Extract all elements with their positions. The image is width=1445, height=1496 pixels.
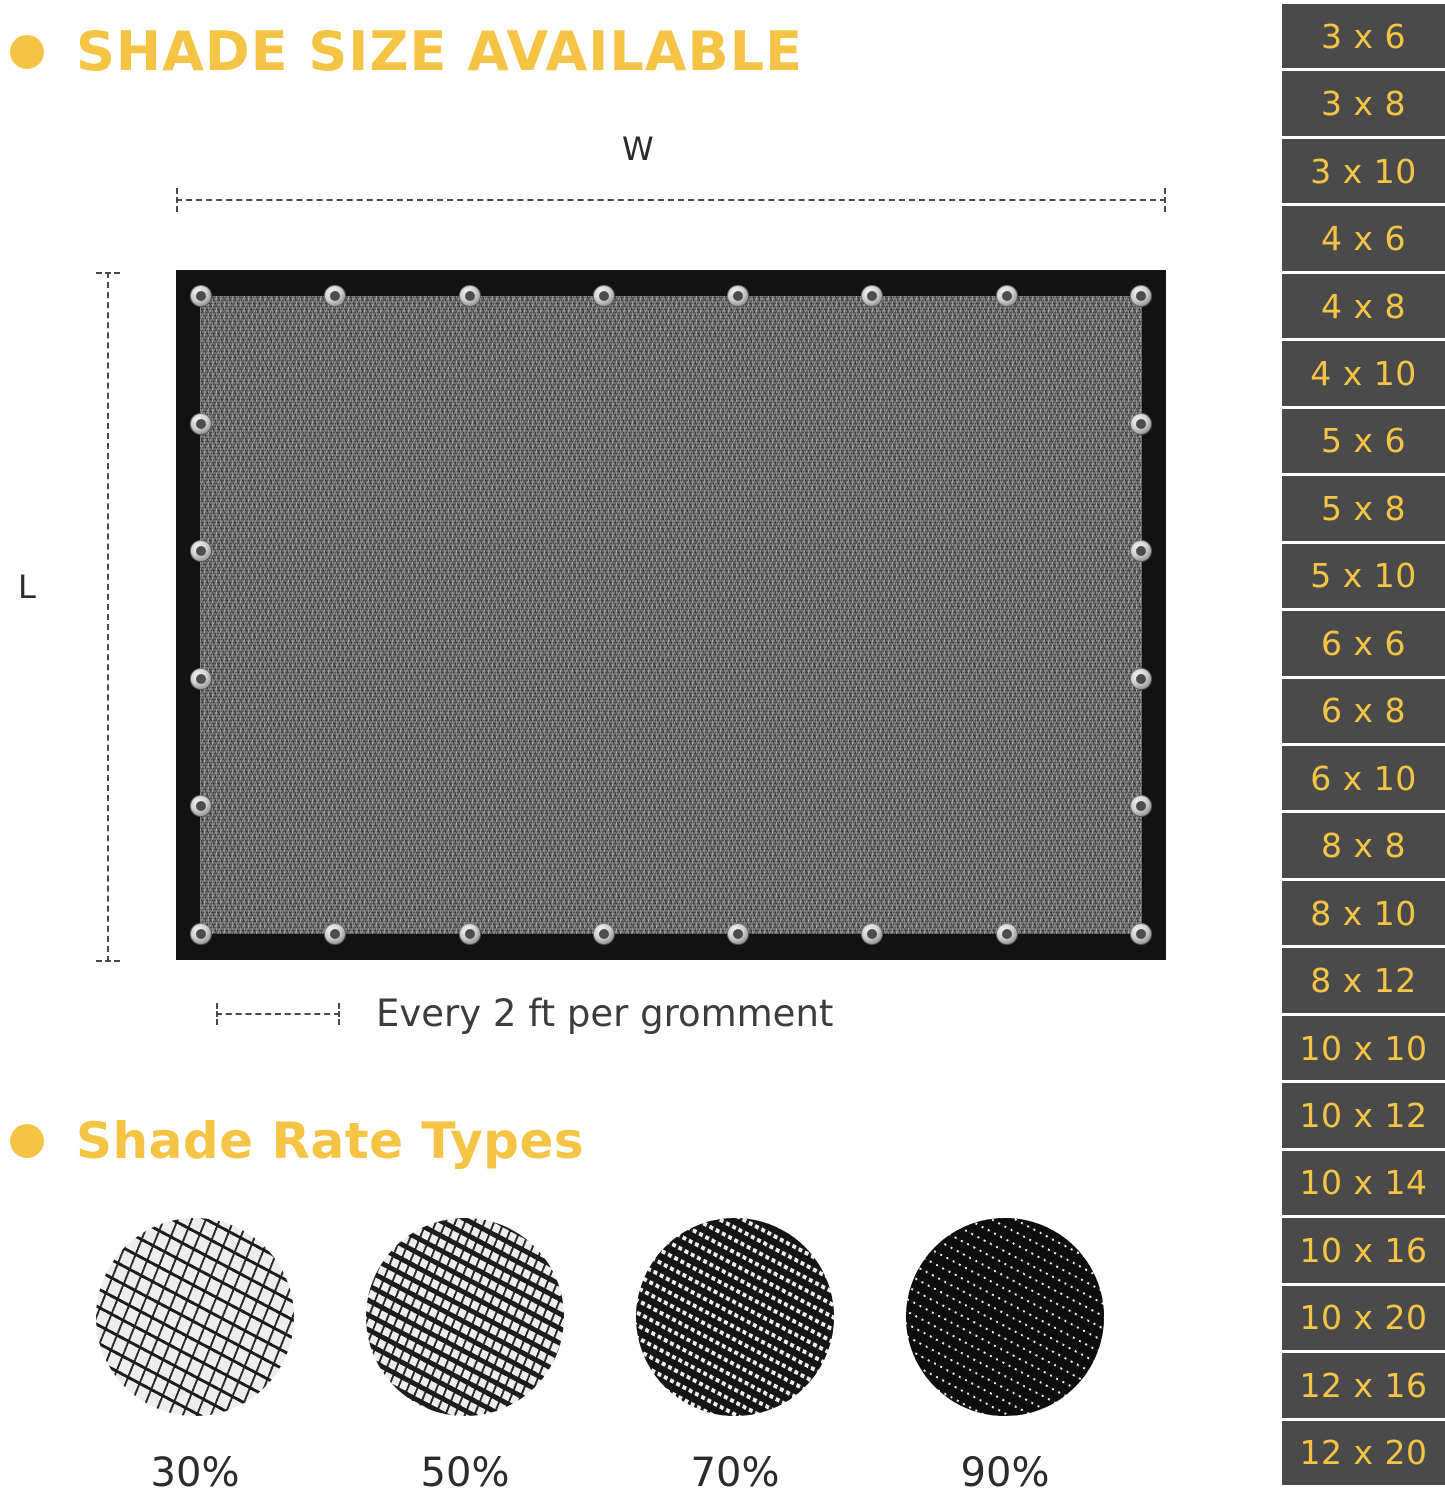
size-chip: 4 x 10 <box>1282 341 1445 405</box>
shade-cloth-illustration <box>176 270 1166 960</box>
shade-rate-swatch-70 <box>636 1218 834 1416</box>
size-chip: 8 x 10 <box>1282 881 1445 945</box>
size-chip: 10 x 14 <box>1282 1151 1445 1215</box>
grommet <box>1130 795 1152 817</box>
grommet <box>459 285 481 307</box>
shade-rate-label: 30% <box>150 1450 240 1496</box>
grommet <box>1130 668 1152 690</box>
size-chip: 10 x 10 <box>1282 1016 1445 1080</box>
size-chip: 12 x 16 <box>1282 1353 1445 1417</box>
grommet <box>593 285 615 307</box>
width-dimension-cap-right <box>1164 188 1166 212</box>
length-dimension-rule <box>107 272 109 962</box>
grommet <box>727 923 749 945</box>
bullet-dot-icon <box>10 35 44 69</box>
grommet <box>190 668 212 690</box>
size-chip: 10 x 20 <box>1282 1286 1445 1350</box>
size-chip: 6 x 10 <box>1282 746 1445 810</box>
size-chip: 5 x 10 <box>1282 544 1445 608</box>
grommet <box>459 923 481 945</box>
size-chip: 10 x 16 <box>1282 1218 1445 1282</box>
shade-rate-swatch-90 <box>906 1218 1104 1416</box>
shade-rate-item <box>600 1218 870 1496</box>
section-heading-shade-rate-label: Shade Rate Types <box>76 1112 585 1170</box>
size-chip: 5 x 6 <box>1282 409 1445 473</box>
grommet <box>593 923 615 945</box>
mesh-texture <box>636 1218 834 1416</box>
size-chip: 8 x 12 <box>1282 948 1445 1012</box>
mesh-texture <box>906 1218 1104 1416</box>
size-chip: 10 x 12 <box>1282 1083 1445 1147</box>
width-dimension-label: W <box>622 130 654 168</box>
shade-rate-swatch-50 <box>366 1218 564 1416</box>
width-dimension-line <box>176 188 1166 212</box>
grommet <box>1130 285 1152 307</box>
grommet <box>996 285 1018 307</box>
grommet <box>324 923 346 945</box>
length-dimension-line <box>96 272 120 962</box>
grommet <box>1130 923 1152 945</box>
section-heading-shade-rate <box>10 1112 584 1170</box>
shade-rate-label: 90% <box>960 1450 1050 1496</box>
grommet-spacing-note <box>216 992 833 1035</box>
grommet <box>190 923 212 945</box>
shade-rate-label: 50% <box>420 1450 510 1496</box>
grommet <box>727 285 749 307</box>
length-dimension-label: L <box>18 568 36 606</box>
shade-rate-item <box>870 1218 1140 1496</box>
size-chip: 6 x 8 <box>1282 679 1445 743</box>
shade-dimension-diagram <box>0 120 1260 1080</box>
width-dimension-rule <box>176 199 1166 201</box>
section-heading-shade-size-label: SHADE SIZE AVAILABLE <box>76 20 804 83</box>
grommet <box>1130 540 1152 562</box>
grommet <box>190 285 212 307</box>
grommet-spacing-rule <box>216 1013 340 1015</box>
size-chip: 12 x 20 <box>1282 1421 1445 1485</box>
size-chip: 3 x 10 <box>1282 139 1445 203</box>
mesh-texture <box>366 1218 564 1416</box>
section-heading-shade-size <box>10 20 803 83</box>
grommet <box>190 413 212 435</box>
available-size-list <box>1282 0 1445 1485</box>
grommet <box>861 923 883 945</box>
size-chip: 4 x 6 <box>1282 206 1445 270</box>
size-chip: 8 x 8 <box>1282 813 1445 877</box>
size-chip: 5 x 8 <box>1282 476 1445 540</box>
shade-cloth-mesh-fabric <box>200 296 1142 934</box>
grommet-spacing-text: Every 2 ft per gromment <box>376 992 834 1035</box>
shade-rate-item <box>330 1218 600 1496</box>
size-chip: 4 x 8 <box>1282 274 1445 338</box>
size-chip: 3 x 6 <box>1282 4 1445 68</box>
shade-rate-swatch-row <box>60 1218 1220 1496</box>
size-chip: 6 x 6 <box>1282 611 1445 675</box>
bullet-dot-icon <box>10 1124 44 1158</box>
shade-rate-label: 70% <box>690 1450 780 1496</box>
shade-rate-swatch-30 <box>96 1218 294 1416</box>
shade-rate-item <box>60 1218 330 1496</box>
grommet <box>996 923 1018 945</box>
grommet-spacing-dimension-line <box>216 1003 340 1025</box>
length-dimension-cap-bottom <box>96 960 120 962</box>
grommet-spacing-cap-right <box>338 1003 340 1025</box>
size-chip: 3 x 8 <box>1282 71 1445 135</box>
grommet <box>1130 413 1152 435</box>
mesh-texture <box>96 1218 294 1416</box>
